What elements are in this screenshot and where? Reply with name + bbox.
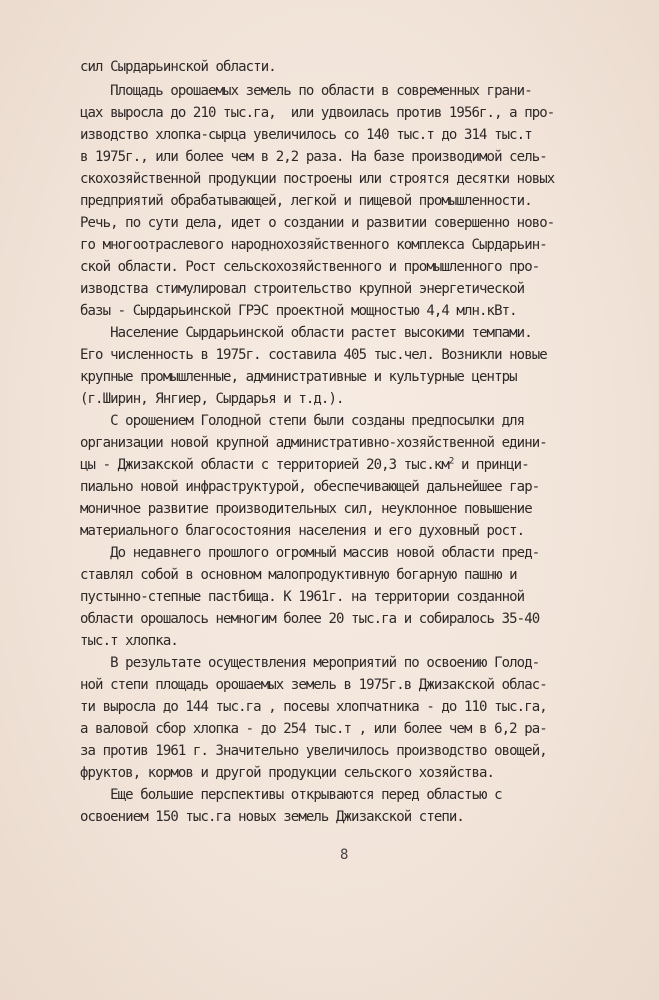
- page-number: 8: [340, 847, 349, 863]
- text-line: ставлял собой в основном малопродуктивную богарную пашню и: [80, 567, 517, 583]
- text-line: цах выросла до 210 тыс.га, или удвоилась против 1956г., а про-: [80, 105, 555, 121]
- text-line: организации новой крупной административно-хозяйственной едини-: [80, 435, 547, 451]
- text-line: крупные промышленные, административные и культурные центры: [80, 369, 517, 385]
- text-line: Население Сырдарьинской области растет высокими темпами.: [80, 325, 532, 341]
- text-line-part: цы - Джизакской области с территорией 20,3 тыс.км: [80, 457, 449, 473]
- text-line: В результате осуществления мероприятий по освоению Голод-: [80, 655, 540, 671]
- text-line: за против 1961 г. Значительно увеличилось производство овощей,: [80, 743, 547, 759]
- text-line: базы - Сырдарьинской ГРЭС проектной мощностью 4,4 млн.кВт.: [80, 303, 517, 319]
- text-line: пустынно-степные пастбища. К 1961г. на территории созданной: [80, 589, 525, 605]
- text-line: ти выросла до 144 тыс.га , посевы хлопчатника - до 110 тыс.га,: [80, 699, 547, 715]
- text-line: Еще большие перспективы открываются перед областью с: [80, 787, 502, 803]
- text-line: [80, 456, 529, 474]
- text-line: освоением 150 тыс.га новых земель Джизакской степи.: [80, 809, 464, 825]
- text-line: тыс.т хлопка.: [80, 633, 178, 649]
- text-line: предприятий обрабатывающей, легкой и пищевой промышленности.: [80, 193, 532, 209]
- text-line: До недавнего прошлого огромный массив новой области пред-: [80, 545, 540, 561]
- text-line: скохозяйственной продукции построены или строятся десятки новых: [80, 171, 555, 187]
- text-line: ной степи площадь орошаемых земель в 1975г.в Джизакской облас-: [80, 677, 547, 693]
- text-line: пиально новой инфраструктурой, обеспечивающей дальнейшее гар-: [80, 479, 540, 495]
- text-line: фруктов, кормов и другой продукции сельского хозяйства.: [80, 765, 495, 781]
- text-line: Речь, по сути дела, идет о создании и развитии совершенно ново-: [80, 215, 555, 231]
- text-line: моничное развитие производительных сил, неуклонное повышение: [80, 501, 532, 517]
- text-line: го многоотраслевого народнохозяйственного комплекса Сырдарьин-: [80, 237, 547, 253]
- text-line: изводство хлопка-сырца увеличилось со 140 тыс.т до 314 тыс.т: [80, 127, 532, 143]
- text-line: сил Сырдарьинской области.: [80, 59, 276, 75]
- text-line: ской области. Рост сельскохозяйственного и промышленного про-: [80, 259, 540, 275]
- text-line: а валовой сбор хлопка - до 254 тыс.т , или более чем в 6,2 ра-: [80, 721, 547, 737]
- text-line: материального благосостояния населения и его духовный рост.: [80, 523, 525, 539]
- text-line: изводства стимулировал строительство крупной энергетической: [80, 281, 525, 297]
- text-line: Площадь орошаемых земель по области в современных грани-: [80, 83, 532, 99]
- text-line: области орошалось немногим более 20 тыс.га и собиралось 35-40: [80, 611, 540, 627]
- text-line: С орошением Голодной степи были созданы предпосылки для: [80, 413, 525, 429]
- superscript: 2: [448, 456, 454, 467]
- text-line: Его численность в 1975г. составила 405 тыс.чел. Возникли новые: [80, 347, 547, 363]
- text-line-part: и принци-: [453, 457, 529, 473]
- text-line: в 1975г., или более чем в 2,2 раза. На базе производимой сель-: [80, 149, 547, 165]
- text-line: (г.Ширин, Янгиер, Сырдарья и т.д.).: [80, 391, 344, 407]
